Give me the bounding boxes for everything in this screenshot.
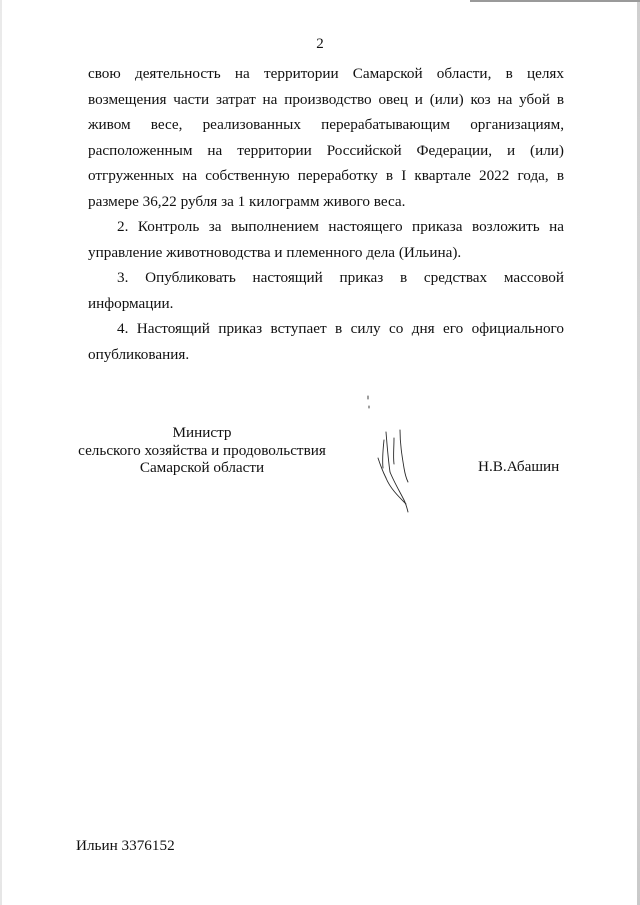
position-line-3: Самарской области bbox=[139, 459, 265, 476]
signatory-position bbox=[76, 424, 328, 477]
scan-edge-top bbox=[470, 0, 640, 2]
page-number: 2 bbox=[316, 36, 324, 52]
paragraph-2: 2. Контроль за выполнением настоящего приказа возложить на управление животноводства и племенного дела (Ильина). bbox=[88, 218, 564, 261]
position-line-2: сельского хозяйства и продовольствия bbox=[78, 441, 326, 459]
handwritten-signature bbox=[360, 392, 430, 514]
signatory-name: Н.В.Абашин bbox=[478, 458, 560, 475]
document-body bbox=[88, 61, 564, 367]
position-line-1: Министр bbox=[172, 424, 232, 441]
paragraph-1: свою деятельность на территории Самарской области, в целях возмещения части затрат на производство овец и (или) коз на убой в живом весе, реализованных перерабатывающим организациям, расположенным на территории Российской Федерации, и (или) отгруженных на собственную переработку в I квартале 2022 года, в размере 36,22 рубля за 1 килограмм живого веса. bbox=[88, 65, 564, 210]
paragraph-3: 3. Опубликовать настоящий приказ в средствах массовой информации. bbox=[88, 269, 564, 312]
scan-edge-left bbox=[0, 0, 2, 905]
paragraph-4: 4. Настоящий приказ вступает в силу со дня его официального опубликования. bbox=[88, 320, 564, 363]
executor-footer: Ильин 3376152 bbox=[76, 837, 175, 854]
